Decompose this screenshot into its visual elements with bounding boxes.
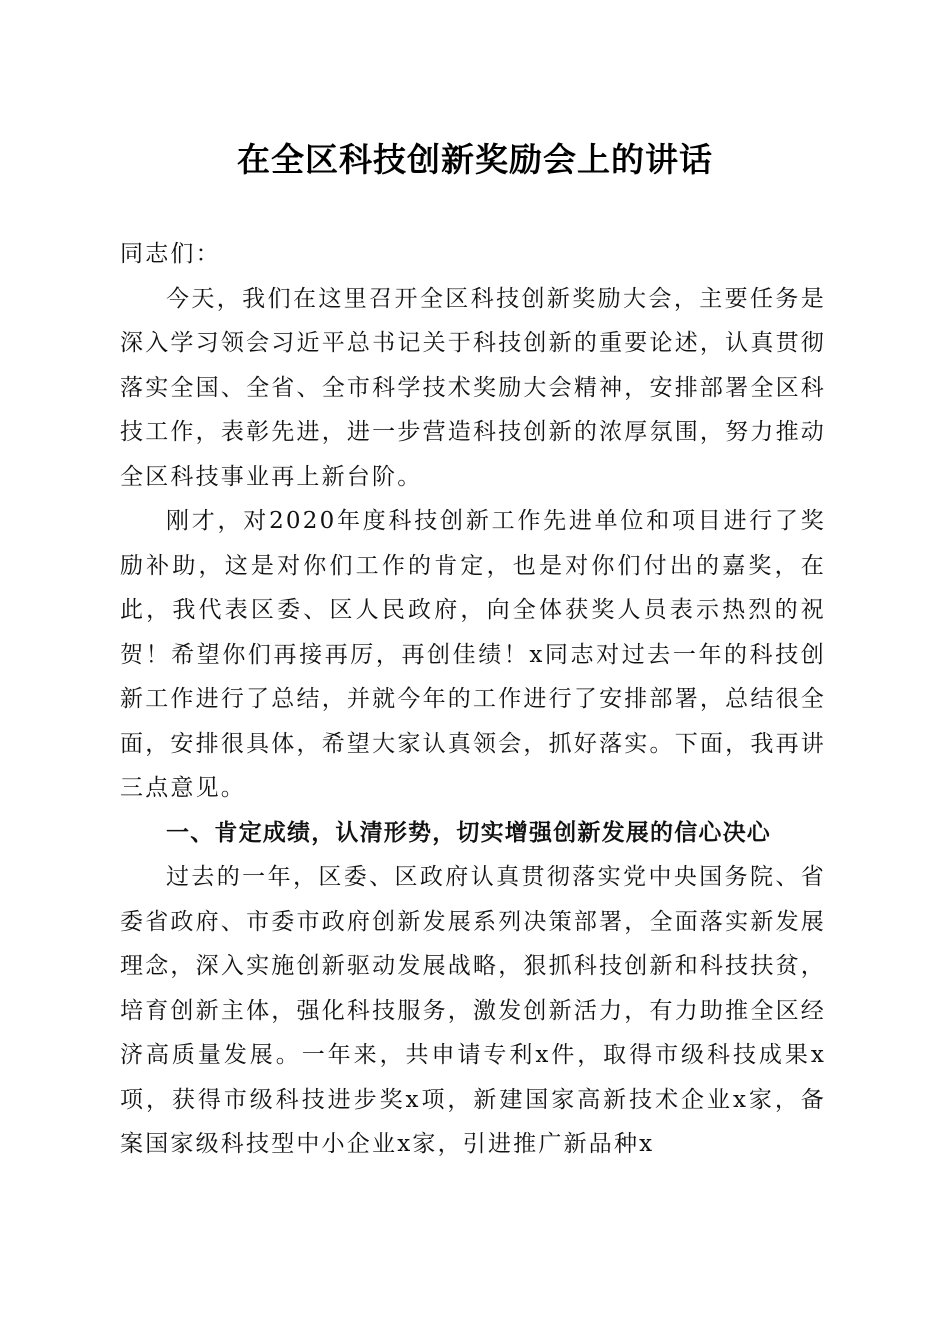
section-heading: 一、肯定成绩，认清形势，切实增强创新发展的信心决心 xyxy=(166,819,771,846)
document-body xyxy=(120,232,826,1167)
paragraph-awards: 刚才，对2020年度科技创新工作先进单位和项目进行了奖励补助，这是对你们工作的肯定，也是对你们付出的嘉奖，在此，我代表区委、区人民政府，向全体获奖人员表示热烈的祝贺！希望你们再接再厉，再创佳绩！x同志对过去一年的科技创新工作进行了总结，并就今年的工作进行了安排部署，总结很全面，安排很具体，希望大家认真领会，抓好落实。下面，我再讲三点意见。 xyxy=(120,508,826,801)
paragraph-opening: 今天，我们在这里召开全区科技创新奖励大会，主要任务是深入学习领会习近平总书记关于科技创新的重要论述，认真贯彻落实全国、全省、全市科学技术奖励大会精神，安排部署全区科技工作，表彰先进，进一步营造科技创新的浓厚氛围，努力推动全区科技事业再上新台阶。 xyxy=(120,285,826,490)
paragraph-achievements: 过去的一年，区委、区政府认真贯彻落实党中央国务院、省委省政府、市委市政府创新发展系列决策部署，全面落实新发展理念，深入实施创新驱动发展战略，狠抓科技创新和科技扶贫，培育创新主体，强化科技服务，激发创新活力，有力助推全区经济高质量发展。一年来，共申请专利x件，取得市级科技成果x项，获得市级科技进步奖x项，新建国家高新技术企业x家，备案国家级科技型中小企业x家，引进推广新品种x xyxy=(120,864,826,1157)
document-title: 在全区科技创新奖励会上的讲话 xyxy=(237,140,713,179)
salutation: 同志们： xyxy=(120,241,221,267)
